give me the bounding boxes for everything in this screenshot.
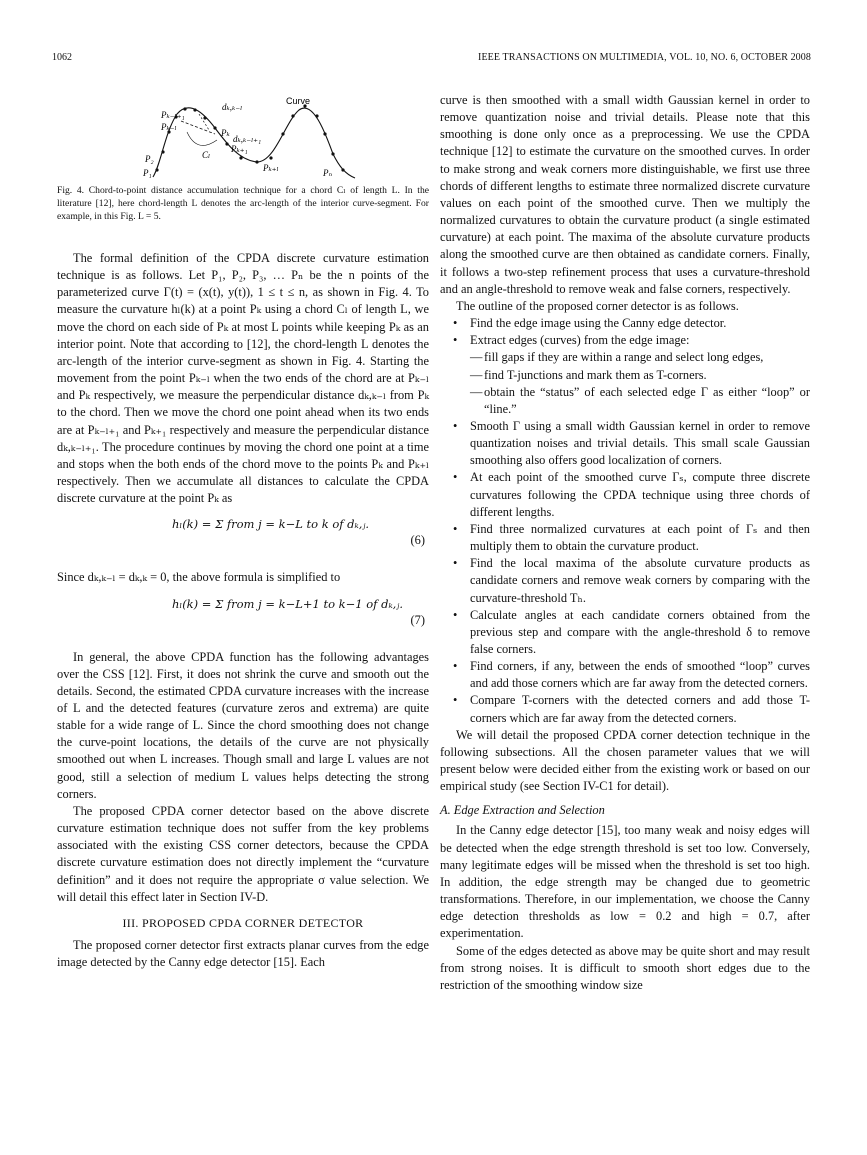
equation-7-body: hₗ(k) = Σ from j = k−L+1 to k−1 of dₖ,ⱼ. (172, 596, 403, 611)
outline-intro: The outline of the proposed corner detector is as follows. (456, 298, 739, 313)
fig-label-p1: P₁ (143, 168, 152, 178)
left-column (57, 92, 429, 971)
list-item: • Find the edge image using the Canny edge detector. (440, 315, 810, 332)
fig-label-pkl: Pₖ₋ₗ (161, 122, 177, 132)
page-number: 1062 (52, 52, 72, 63)
list-item-text: Extract edges (curves) from the edge image: (470, 333, 690, 348)
left-paragraph-1: The formal definition of the CPDA discrete curvature estimation technique is as follows. Let P₁, P₂, P₃, … Pₙ be the n points of the parameterized curve Γ(t) = (x(t), y(t)), 1 ≤ t ≤ n, as shown in Fig. 4. To measure the curvature hₗ(k) at a point Pₖ using a chord Cₗ of length L, we move the chord on each side of Pₖ at most L points while keeping Pₖ as an interior point. Note that according to [12], the chord-length L denotes the arc-length of the interior curve-segment as shown in Fig. 4. Starting the movement from the point Pₖ₋ₗ when the two ends of the chord are at Pₖ₋ₗ and Pₖ respectively, we measure the perpendicular distance dₖ,ₖ₋ₗ from Pₖ to the chord. Then we move the chord one point ahead when its two ends are at Pₖ₋ₗ₊₁ and Pₖ₊₁ respectively and measure the perpendicular distance dₖ,ₖ₋ₗ₊₁. The procedure continues by moving the chord one point at a time and stops when the both ends of the chord move to the points Pₖ and Pₖ₊ₗ respectively. Then we accumulate all distances to calculate the CPDA discrete curvature at the point Pₖ as (57, 251, 429, 506)
distance-line-1 (199, 114, 209, 130)
left-paragraph-2: Since dₖ,ₖ₋ₗ = dₖ,ₖ = 0, the above formula is simplified to (57, 570, 341, 585)
sub-list (470, 349, 810, 418)
equation-7 (57, 593, 429, 643)
outline-list (440, 315, 810, 727)
left-paragraph-5: The proposed corner detector first extracts planar curves from the edge image detected by the Canny edge detector [15]. Each (57, 937, 429, 969)
fig-label-pkl1: Pₖ₋ₗ₊₁ (161, 110, 185, 120)
sub-list-item: — obtain the “status” of each selected edge Γ as either “loop” or “line.” (470, 384, 810, 418)
list-item: • Smooth Γ using a small width Gaussian kernel in order to remove quantization noises and trivial details. This small scale Gaussian smoothing also offers good localization of corners. (440, 418, 810, 469)
fig-label-curve: Curve (286, 96, 311, 106)
right-paragraph-1: curve is then smoothed with a small width Gaussian kernel in order to remove quantization noise and trivial details. Please note that this smoothing is done only once as a preprocessing. We use the CPDA technique [12] to estimate the curvature on the smoothed curves. In order to make strong and weak corners more distinguishable, we first use three chords of different lengths to estimate three normalized discrete curvature values on each point of the smoothed curve. Then we multiply the normalized curvatures to obtain the curvature product (a single estimated curvature) at each point. The maxima of the absolute curvature products along the smoothed curve are then obtained as candidate corners. Finally, it follows a two-step refinement process that uses a curvature-threshold and an angle-threshold to remove weak and false corners, respectively. (440, 93, 810, 296)
list-item: • At each point of the smoothed curve Γₛ, compute three discrete curvatures following the CPDA technique using three chords of different lengths. (440, 469, 810, 520)
fig-label-dkkl: dₖ,ₖ₋ₗ (222, 102, 243, 112)
page-header (52, 52, 811, 68)
left-paragraph-4: The proposed CPDA corner detector based on the above discrete curvature estimation technique does not suffer from the key problems associated with the existing CSS corner detectors, because the CPDA discrete curvature estimation does not directly implement the “curvature definition” and it does not require the appropriate σ value selection. We will detail this effect later in Section IV-D. (57, 803, 429, 904)
fig-label-pn: Pₙ (323, 168, 333, 178)
figure-4-drawing (57, 92, 429, 180)
subsection-title-a: A. Edge Extraction and Selection (440, 803, 605, 818)
journal-running-head: IEEE TRANSACTIONS ON MULTIMEDIA, VOL. 10, NO. 6, OCTOBER 2008 (478, 52, 811, 63)
fig-label-p2: P₂ (145, 154, 154, 164)
chord-arc (187, 132, 217, 145)
list-item: • Find corners, if any, between the ends of smoothed “loop” curves and add those corners which are far away from the detected corners. (440, 658, 810, 692)
equation-6 (57, 513, 429, 563)
fig-label-pk1: Pₖ₊₁ (231, 144, 248, 154)
sub-list-item: — find T-junctions and mark them as T-corners. (470, 367, 810, 384)
fig-label-cl: Cₗ (202, 150, 211, 160)
list-item: • Find three normalized curvatures at each point of Γₛ and then multiply them to obtain the curvature product. (440, 521, 810, 555)
right-paragraph-4: Some of the edges detected as above may be quite short and may result from strong noises. It is difficult to smooth short edges due to the restriction of the smoothing window size (440, 943, 810, 992)
equation-6-number: (6) (410, 533, 425, 548)
fig-label-pk: Pₖ (221, 128, 230, 138)
equation-7-number: (7) (410, 612, 425, 627)
fig-label-pkpl: Pₖ₊ₗ (263, 163, 279, 173)
list-item: • Calculate angles at each candidate corners obtained from the previous step and compare with the angle-threshold δ to remove false corners. (440, 607, 810, 658)
list-item (440, 332, 810, 418)
right-column (440, 92, 810, 994)
fig-label-dkkl1: dₖ,ₖ₋ₗ₊₁ (233, 134, 262, 144)
list-item: • Compare T-corners with the detected corners and add those T-corners which are far away from the detected corners. (440, 692, 810, 726)
figure-4 (57, 92, 429, 180)
right-paragraph-3: In the Canny edge detector [15], too many weak and noisy edges will be detected when the edge strength threshold is set too low. Conversely, many legitimate edges will be missed when the threshold is set too high. In addition, the edge strength may be changed due to geometric transformations. Therefore, in our implementation, we choose the Canny edge detection thresholds as low = 0.2 and high = 0.7, after experimentation. (440, 823, 810, 941)
figure-4-caption: Fig. 4. Chord-to-point distance accumulation technique for a chord Cₗ of length L. In the literature [12], here chord-length L denotes the arc-length of the interior curve-segment. For example, in this Fig. L = 5. (57, 185, 429, 222)
list-item: • Find the local maxima of the absolute curvature products as candidate corners and remove weak corners by comparing with the curvature-threshold Tₕ. (440, 555, 810, 606)
chord-line (181, 121, 215, 134)
equation-6-body: hₗ(k) = Σ from j = k−L to k of dₖ,ⱼ. (172, 517, 370, 532)
sub-list-item: — fill gaps if they are within a range and select long edges, (470, 349, 810, 366)
section-title-3: III. PROPOSED CPDA CORNER DETECTOR (122, 915, 364, 930)
left-paragraph-3: In general, the above CPDA function has the following advantages over the CSS [12]. First, it does not shrink the curve and smooth out the details. Second, the estimated CPDA curvature increases with the increase of L and the detected features (curvature zeros and extrema) are quite stable for a wide range of L. Since the chord smoothing does not change the curve-point locations, the details of the curve are not physically smoothed out when L increases. Though small and large L values are not good, still a selection of medium L values helps detecting the strong corners. (57, 649, 429, 801)
right-paragraph-2: We will detail the proposed CPDA corner detection technique in the following subsections. All the chosen parameter values that we will present below were decided either from the existing work or based on our empirical study (see Section IV-C1 for detail). (440, 727, 810, 794)
